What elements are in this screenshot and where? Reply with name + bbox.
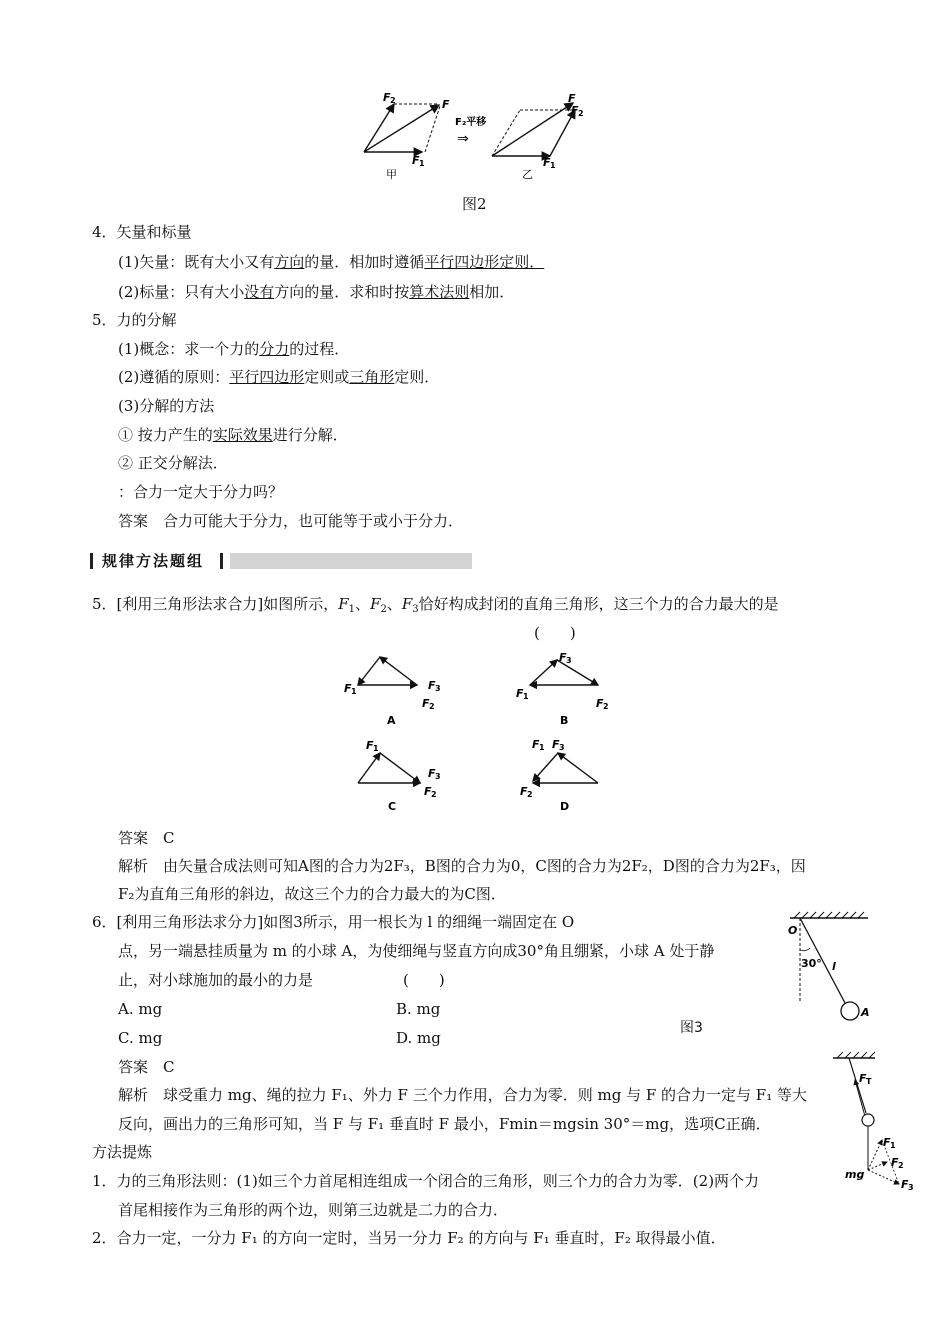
svg-text:3: 3 bbox=[559, 743, 565, 752]
q6-explanation-1: 解析 球受重力 mg、绳的拉力 F₁、外力 F 三个力作用，合力为零．则 mg 与 F 的合力一定与 F₁ 等大 bbox=[118, 1086, 807, 1104]
fig2-arrow-label: F₂平移 bbox=[455, 117, 487, 128]
svg-text:F: F bbox=[516, 687, 524, 700]
svg-text:2: 2 bbox=[898, 1161, 904, 1170]
method-title: 方法提炼 bbox=[92, 1143, 153, 1161]
q6-force-diagram bbox=[825, 1050, 925, 1195]
q5-option-a-figure bbox=[344, 657, 441, 727]
q5-options-figure bbox=[340, 645, 630, 820]
q5-option-a-label: A bbox=[387, 714, 396, 727]
figure-3-pendulum bbox=[768, 910, 888, 1025]
s5-line1: (1)概念：求一个力的分力的过程． bbox=[118, 340, 350, 358]
fig2-left-label: 甲 bbox=[386, 168, 397, 181]
svg-text:F: F bbox=[552, 738, 560, 751]
svg-text:1: 1 bbox=[550, 161, 556, 170]
svg-text:⇒: ⇒ bbox=[457, 131, 469, 147]
svg-text:F: F bbox=[568, 92, 576, 105]
q5-stem: 5．[利用三角形法求合力]如图所示，$F_1$、$F_2$、$F_3$恰好构成封闭的直角三角形，这三个力的合力最大的是 bbox=[92, 595, 779, 615]
s5-answer: 答案 合力可能大于分力，也可能等于或小于分力． bbox=[118, 512, 464, 530]
svg-text:F: F bbox=[344, 682, 352, 695]
svg-text:A: A bbox=[861, 1006, 870, 1019]
q6-option-a: A. mg bbox=[118, 1000, 163, 1018]
q6-line3: 止，对小球施加的最小的力是 ( ) bbox=[118, 971, 445, 989]
svg-text:3: 3 bbox=[908, 1183, 914, 1192]
method-line1: 1．力的三角形法则：(1)如三个力首尾相连组成一个闭合的三角形，则三个力的合力为零．(2)两个力 bbox=[92, 1172, 760, 1190]
svg-text:1: 1 bbox=[373, 744, 379, 753]
section-title: 规律方法题组 bbox=[102, 552, 205, 570]
svg-text:2: 2 bbox=[603, 702, 609, 711]
q6-option-c: C. mg bbox=[118, 1029, 163, 1047]
svg-text:F: F bbox=[442, 98, 450, 111]
svg-text:F: F bbox=[520, 785, 528, 798]
svg-text:l: l bbox=[832, 960, 836, 973]
q5-answer: 答案 C bbox=[118, 829, 175, 847]
s5-line2: (2)遵循的原则：平行四边形定则或三角形定则． bbox=[118, 368, 440, 386]
svg-text:2: 2 bbox=[527, 790, 533, 799]
q6-explanation-2: 反向，画出力的三角形可知，当 F 与 F₁ 垂直时 F 最小，Fmin＝mgsin 30°＝mg，选项C正确． bbox=[118, 1115, 771, 1133]
svg-text:F: F bbox=[596, 697, 604, 710]
q6-line1: 6．[利用三角形法求分力]如图3所示，用一根长为 l 的细绳一端固定在 O bbox=[92, 913, 575, 931]
method-line3: 2．合力一定，一分力 F₁ 的方向一定时，当另一分力 F₂ 的方向与 F₁ 垂直时，F₂ 取得最小值． bbox=[92, 1229, 726, 1247]
q5-option-b-label: B bbox=[560, 714, 569, 727]
svg-text:F: F bbox=[891, 1156, 899, 1169]
svg-text:F: F bbox=[883, 1136, 891, 1149]
q5-explanation-2: F₂为直角三角形的斜边，故这三个力的合力最大的为C图． bbox=[118, 885, 506, 903]
svg-text:F: F bbox=[424, 785, 432, 798]
q5-paren: ( ) bbox=[534, 624, 576, 642]
section-mark-left bbox=[90, 553, 93, 569]
svg-text:30°: 30° bbox=[801, 957, 822, 970]
s5-line3: (3)分解的方法 bbox=[118, 397, 215, 415]
svg-text:F: F bbox=[559, 651, 567, 664]
figure-2-parallelogram bbox=[350, 88, 600, 188]
svg-text:1: 1 bbox=[351, 687, 357, 696]
s5-title: 5．力的分解 bbox=[92, 311, 177, 329]
s5-line5: ② 正交分解法． bbox=[118, 454, 228, 472]
s4-line1: (1)矢量：既有大小又有方向的量．相加时遵循平行四边形定则． bbox=[118, 253, 545, 271]
svg-text:1: 1 bbox=[523, 692, 529, 701]
q6-option-d: D. mg bbox=[396, 1029, 441, 1047]
q6-option-b: B. mg bbox=[396, 1000, 441, 1018]
q5-option-d-figure bbox=[520, 738, 598, 813]
svg-text:1: 1 bbox=[890, 1141, 896, 1150]
svg-text:2: 2 bbox=[390, 96, 396, 105]
section-header bbox=[90, 551, 472, 571]
s4-title: 4．矢量和标量 bbox=[92, 223, 192, 241]
svg-text:F: F bbox=[412, 154, 420, 167]
svg-text:F: F bbox=[543, 156, 551, 169]
s5-question: ：合力一定大于分力吗？ bbox=[118, 483, 284, 501]
svg-text:O: O bbox=[788, 924, 798, 937]
s4-line2: (2)标量：只有大小没有方向的量．求和时按算术法则相加． bbox=[118, 283, 515, 301]
q5-explanation-1: 解析 由矢量合成法则可知A图的合力为2F₃，B图的合力为0，C图的合力为2F₂，D图的合力为2F₃，因 bbox=[118, 857, 806, 875]
svg-text:F: F bbox=[859, 1072, 867, 1085]
svg-text:mg: mg bbox=[845, 1168, 865, 1181]
svg-text:F: F bbox=[428, 679, 436, 692]
svg-text:F: F bbox=[366, 739, 374, 752]
svg-text:1: 1 bbox=[419, 159, 425, 168]
q6-line2: 点，另一端悬挂质量为 m 的小球 A，为使细绳与竖直方向成30°角且绷紧，小球 A 处于静 bbox=[118, 942, 715, 960]
svg-text:F: F bbox=[532, 738, 540, 751]
svg-text:T: T bbox=[866, 1077, 872, 1086]
svg-text:1: 1 bbox=[539, 743, 545, 752]
q5-option-b-figure bbox=[516, 651, 609, 727]
q5-option-d-label: D bbox=[560, 800, 570, 813]
svg-text:3: 3 bbox=[566, 656, 572, 665]
fig2-caption: 图2 bbox=[462, 195, 487, 213]
svg-text:F: F bbox=[571, 104, 579, 117]
svg-text:3: 3 bbox=[435, 772, 441, 781]
svg-text:F: F bbox=[383, 91, 391, 104]
q6-answer: 答案 C bbox=[118, 1058, 175, 1076]
section-bar-fill bbox=[230, 553, 472, 569]
svg-text:F: F bbox=[901, 1178, 909, 1191]
s5-line4: ① 按力产生的实际效果进行分解． bbox=[118, 426, 348, 444]
method-line2: 首尾相接作为三角形的两个边，则第三边就是二力的合力． bbox=[118, 1201, 509, 1219]
q5-option-c-label: C bbox=[388, 800, 397, 813]
fig2-right-label: 乙 bbox=[522, 168, 533, 181]
fig3-caption: 图3 bbox=[680, 1020, 703, 1036]
svg-text:F: F bbox=[428, 767, 436, 780]
q5-option-c-figure bbox=[358, 739, 441, 813]
svg-text:2: 2 bbox=[578, 109, 584, 118]
svg-text:3: 3 bbox=[435, 684, 441, 693]
svg-text:2: 2 bbox=[429, 702, 435, 711]
section-mark-right bbox=[220, 553, 223, 569]
svg-text:2: 2 bbox=[431, 790, 437, 799]
svg-text:F: F bbox=[422, 697, 430, 710]
